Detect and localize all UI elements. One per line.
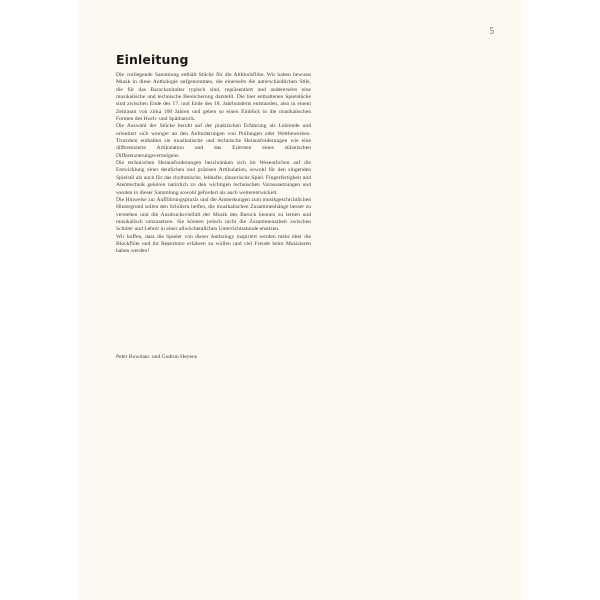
paragraph: Die Auswahl der Stücke beruht auf der praktischen Erfahrung als Lehrende und orientiert sich weniger an den Anforderungen von Prüfungen oder Wettbewerben. Trotzdem enthalten sie musikalische und technische Herausforderungen wie eine differenzierte Artikulation und das Erlernen eines stilistischen Differenzierungsvermögens.	[116, 123, 311, 159]
author-signature: Peter Bowman und Gudrun Heyens	[116, 354, 197, 360]
paragraph: Die technischen Herausforderungen beschränken sich im Wesentlichen auf die Entwicklung einer deutlichen und präzisen Artikulation, sowohl für den singenden Spielstil als auch für das rhythmische, lebhafte, tänzerische Spiel. Fingerfertigkeit und Atemtechnik gehören natürlich zu den wichtigen technischen Voraussetzungen und werden in dieser Sammlung sowohl gefordert als auch weiterentwickelt.	[116, 160, 311, 196]
body-text	[116, 72, 311, 256]
paragraph: Die Hinweise zur Aufführungspraxis und die Anmerkungen zum musikgeschichtlichen Hintergrund sollen den Schülern helfen, die musikalischen Zusammenhänge besser zu verstehen und die Ausdrucksvielfalt der Musik des Barock kennen zu lernen und musikalisch umzusetzen. Sie können jedoch nicht die Zusammenarbeit zwischen Schüler und Lehrer in einer allwöchentlichen Unterrichtsstunde ersetzen.	[116, 196, 311, 233]
page-heading: Einleitung	[116, 52, 189, 67]
book-page	[78, 0, 523, 600]
page-number: 5	[489, 26, 494, 36]
paragraph: Die vorliegende Sammlung enthält Stücke für die Altblockflöte. Wir haben bewusst Musik in diese Anthologie aufgenommen, die einerseits die unterschiedlichen Stile, die für das Barockzeitalter typisch sind, repräsentiert und andererseits eine musikalische und technische Bereicherung darstellt. Die hier enthaltenen Spielstücke sind zwischen Ende des 17. und Ende des 18. Jahrhunderts entstanden, also in einem Zeitraum von zirka 100 Jahren und geben so einen Einblick in die musikalischen Formen des Hoch- und Spätbarock.	[116, 72, 311, 123]
paragraph: Wir hoffen, dass die Spieler von dieser Anthology inspiriert werden mehr über die Blockflöte und ihr Repertoire erfahren zu wollen und viel Freude beim Musizieren haben werden!	[116, 233, 311, 255]
